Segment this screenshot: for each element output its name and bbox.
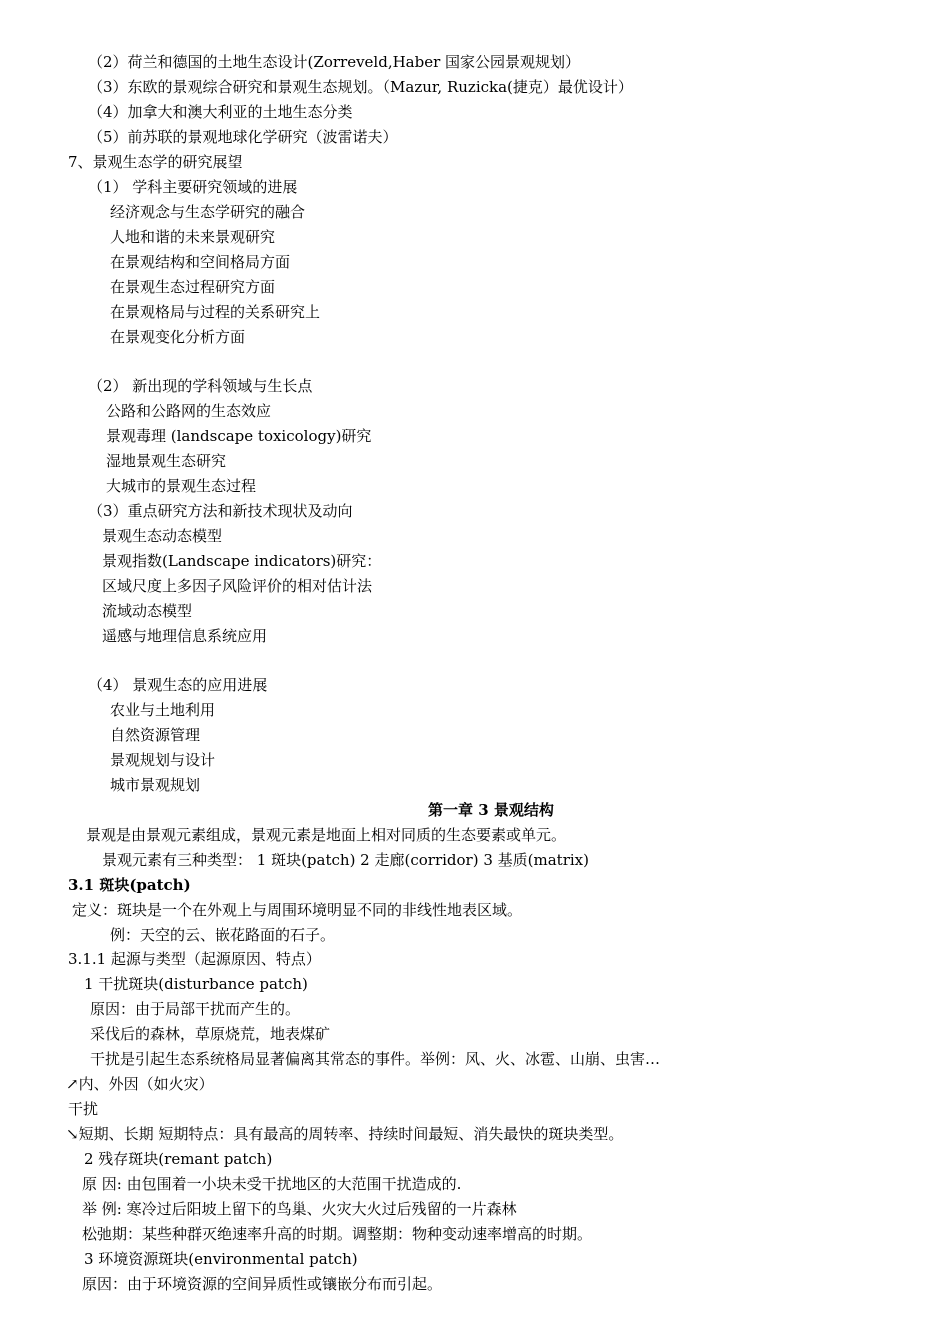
text-line: 定义：斑块是一个在外观上与周围环境明显不同的非线性地表区域。 bbox=[72, 901, 523, 919]
text-line: 原 因: 由包围着一小块未受干扰地区的大范围干扰造成的. bbox=[82, 1175, 462, 1193]
text-line: 原因：由于环境资源的空间异质性或镶嵌分布而引起。 bbox=[82, 1275, 443, 1293]
text-line: 举 例: 寒冷过后阳坡上留下的鸟巢、火灾大火过后残留的一片森林 bbox=[82, 1200, 517, 1218]
text-line: 农业与土地利用 bbox=[110, 701, 216, 719]
text-line: （4）加拿大和澳大利亚的土地生态分类 bbox=[88, 103, 353, 121]
text-line: 经济观念与生态学研究的融合 bbox=[110, 203, 306, 221]
text-line: 松弛期：某些种群灭绝速率升高的时期。调整期：物种变动速率增高的时期。 bbox=[82, 1225, 593, 1243]
text-line: 景观规划与设计 bbox=[110, 751, 216, 769]
text-line: 景观毒理 (landscape toxicology)研究 bbox=[106, 427, 372, 445]
subsection-heading: （2） 新出现的学科领域与生长点 bbox=[88, 377, 313, 395]
subsection-heading: （3）重点研究方法和新技术现状及动向 bbox=[88, 502, 353, 520]
text-line: 公路和公路网的生态效应 bbox=[106, 402, 272, 420]
text-line: 景观生态动态模型 bbox=[102, 527, 223, 545]
text-line: 人地和谐的未来景观研究 bbox=[110, 228, 276, 246]
chapter-title: 第一章 3 景观结构 bbox=[428, 801, 554, 819]
text-line: 例：天空的云、嵌花路面的石子。 bbox=[110, 926, 336, 944]
text-line: 采伐后的森林，草原烧荒，地表煤矿 bbox=[90, 1025, 331, 1043]
text-line: 2 残存斑块(remant patch) bbox=[84, 1150, 273, 1168]
text-line: 在景观生态过程研究方面 bbox=[110, 278, 276, 296]
text-line: （2）荷兰和德国的土地生态设计(Zorreveld,Haber 国家公园景观规划） bbox=[88, 53, 581, 71]
text-line: 1 干扰斑块(disturbance patch) bbox=[84, 975, 308, 993]
text-line: 景观指数(Landscape indicators)研究： bbox=[102, 552, 382, 570]
text-line: 城市景观规划 bbox=[110, 776, 201, 794]
text-line: 干扰是引起生态系统格局显著偏离其常态的事件。举例：风、火、冰雹、山崩、虫害… bbox=[90, 1050, 661, 1068]
text-line: 原因：由于局部干扰而产生的。 bbox=[90, 1000, 301, 1018]
text-line: 景观是由景观元素组成，景观元素是地面上相对同质的生态要素或单元。 bbox=[86, 826, 567, 844]
text-line: 在景观格局与过程的关系研究上 bbox=[110, 303, 321, 321]
text-line: 湿地景观生态研究 bbox=[106, 452, 227, 470]
text-line: 在景观变化分析方面 bbox=[110, 328, 246, 346]
subsection-heading: （1） 学科主要研究领域的进展 bbox=[88, 178, 298, 196]
section-heading: 7、景观生态学的研究展望 bbox=[68, 153, 243, 171]
text-line: ↗内、外因（如火灾） bbox=[66, 1075, 214, 1093]
text-line: 景观元素有三种类型： 1 斑块(patch) 2 走廊(corridor) 3 基质(matrix) bbox=[102, 851, 589, 869]
section-heading: 3.1 斑块(patch) bbox=[68, 876, 191, 894]
text-line: 流域动态模型 bbox=[102, 602, 193, 620]
text-line: 自然资源管理 bbox=[110, 726, 201, 744]
text-line: ↘短期、长期 短期特点：具有最高的周转率、持续时间最短、消失最快的斑块类型。 bbox=[66, 1125, 624, 1143]
text-line: 大城市的景观生态过程 bbox=[106, 477, 257, 495]
text-line: 在景观结构和空间格局方面 bbox=[110, 253, 291, 271]
text-line: 干扰 bbox=[68, 1100, 99, 1118]
text-line: （3）东欧的景观综合研究和景观生态规划。（Mazur, Ruzicka(捷克）最优设计） bbox=[88, 78, 633, 96]
text-line: （5）前苏联的景观地球化学研究（波雷诺夫） bbox=[88, 128, 398, 146]
text-line: 3 环境资源斑块(environmental patch) bbox=[84, 1250, 358, 1268]
text-line: 遥感与地理信息系统应用 bbox=[102, 627, 268, 645]
subsection-heading: 3.1.1 起源与类型（起源原因、特点） bbox=[68, 950, 321, 968]
text-line: 区域尺度上多因子风险评价的相对估计法 bbox=[102, 577, 373, 595]
subsection-heading: （4） 景观生态的应用进展 bbox=[88, 676, 268, 694]
